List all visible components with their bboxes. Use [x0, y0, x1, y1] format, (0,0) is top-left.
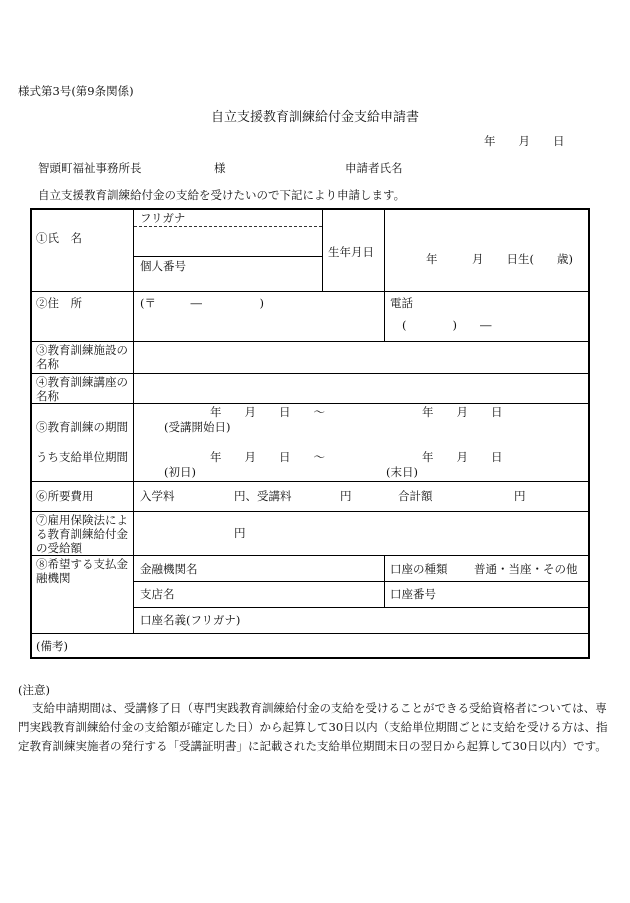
bank-name-label: 金融機関名: [140, 562, 198, 576]
date-line: 年 月 日: [484, 134, 565, 148]
remarks-label: (備考): [36, 639, 68, 653]
period-end-date: 年 月 日: [422, 405, 503, 419]
account-type-options: 普通・当座・その他: [474, 562, 578, 576]
phone-label: 電話: [390, 296, 413, 310]
row-divider: [134, 607, 588, 608]
phone-value: ( ) ―: [402, 318, 492, 332]
row-divider: [32, 341, 588, 342]
row-divider: [32, 555, 588, 556]
account-type-label: 口座の種類: [390, 562, 448, 576]
total-yen: 円: [514, 489, 526, 503]
insurance-benefit-label: ⑦雇用保険法による教育訓練給付金の受給額: [36, 513, 128, 555]
entrance-fee-label: 入学料: [140, 489, 175, 503]
tuition-label: 円、受講料: [234, 489, 292, 503]
row-divider: [32, 403, 588, 404]
account-holder-label: 口座名義(フリガナ): [140, 613, 241, 627]
column-divider: [384, 555, 385, 607]
column-divider: [384, 291, 385, 342]
first-day-note: (初日): [164, 465, 196, 479]
unit-end-date: 年 月 日: [422, 450, 503, 464]
applicant-name-label: 申請者氏名: [345, 161, 403, 175]
addressee: 智頭町福祉事務所長: [38, 161, 142, 175]
birth-date-value: 年 月 日生( 歳): [426, 252, 573, 266]
cost-label: ⑥所要費用: [36, 489, 94, 503]
tuition-yen: 円: [340, 489, 352, 503]
name-inner-divider: [134, 256, 322, 257]
address-label: ②住 所: [36, 296, 82, 310]
column-divider: [322, 210, 323, 292]
label-column-divider: [133, 210, 134, 633]
last-day-note: (末日): [386, 465, 418, 479]
course-start-note: (受講開始日): [164, 420, 231, 434]
row-divider: [134, 581, 588, 582]
total-label: 合計額: [398, 489, 433, 503]
training-period-label: ⑤教育訓練の期間: [36, 420, 128, 434]
personal-number-label: 個人番号: [140, 259, 186, 273]
furigana-dashed-line: [134, 226, 322, 227]
column-divider: [384, 210, 385, 292]
row-divider: [32, 633, 588, 634]
insurance-yen: 円: [234, 526, 246, 540]
row-divider: [32, 481, 588, 482]
birth-date-label: 生年月日: [328, 245, 374, 259]
postal-code: (〒 ― ): [140, 296, 264, 310]
course-name-label: ④教育訓練講座の名称: [36, 375, 128, 403]
form-title: 自立支援教育訓練給付金支給申請書: [210, 110, 419, 125]
intro-text: 自立支援教育訓練給付金の支給を受けたいので下記により申請します。: [38, 188, 406, 202]
unit-start-date: 年 月 日 ～: [210, 450, 325, 464]
notes-body: 支給申請期間は、受講修了日（専門実践教育訓練給付金の支給を受けることができる受給資格者については、専門実践教育訓練給付金の支給額が確定した日）から起算して30日以内（支給単位期間ごとに支給を受ける方は、指定教育訓練実施者の発行する「受講証明書」に記載された支給単位期間末日の翌日から起算して30日以内）です。: [18, 701, 608, 753]
form-number: 様式第3号(第9条関係): [18, 84, 134, 98]
bank-label: ⑧希望する支払金融機関: [36, 557, 128, 585]
branch-name-label: 支店名: [140, 587, 175, 601]
notes-heading: (注意): [18, 683, 50, 697]
furigana-label: フリガナ: [140, 211, 186, 225]
row-divider: [32, 511, 588, 512]
unit-period-label: うち支給単位期間: [36, 450, 128, 464]
row-divider: [32, 373, 588, 374]
honorific: 様: [214, 161, 226, 175]
facility-name-label: ③教育訓練施設の名称: [36, 343, 128, 371]
account-number-label: 口座番号: [390, 587, 436, 601]
name-label: ①氏 名: [36, 231, 82, 245]
period-start-date: 年 月 日 ～: [210, 405, 325, 419]
row-divider: [32, 291, 588, 292]
application-table: [30, 208, 590, 659]
